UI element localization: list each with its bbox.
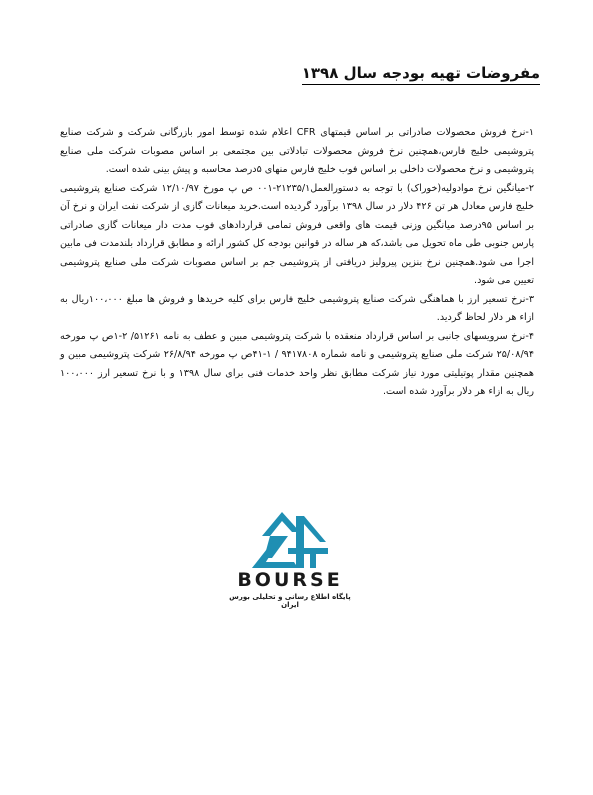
bourse-logo (222, 508, 358, 608)
page-title: مفروضات تهیه بودجه سال ۱۳۹۸ (302, 64, 540, 85)
paragraph-2: ۲-میانگین نرخ موادولیه(خوراک) با توجه به دستورالعمل۲۱۲۳۵/۱-۰۰۱ ص پ مورخ ۱۲/۱۰/۹۷ شرکت صنایع پتروشیمی خلیج فارس معادل هر تن ۴۲۶ دلار در سال ۱۳۹۸ برآورد گردیده است.خرید میعانات گازی از شرکت نفت ایران و نرخ آن بر اساس ۹۵درصد میانگین وزنی قیمت های واقعی فروش تمامی قراردادهای فوب مدت دار میعانات گازی صادراتی پارس جنوبی طی ماه تحویل می باشد،که هر ساله در قوانین بودجه کل کشور ارائه و مطابق قرارداد بلندمدت فی مابین اجرا می شود.همچنین نرخ بنزین پیرولیز دریافتی از پتروشیمی جم بر اساس مصوبات شرکت ملی صنایع پتروشیمی تعیین می شود. (60, 182, 534, 286)
paragraph-1: ۱-نرخ فروش محصولات صادراتی بر اساس قیمتهای CFR اعلام شده توسط امور بازرگانی شرکت و شرکت صنایع پتروشیمی خلیج فارس،همچنین نرخ فروش محصولات تبادلاتی بین مجتمعی بر اساس مصوبات شرکت ملی صنایع پتروشیمی و نرخ محصولات داخلی بر اساس فوب خلیج فارس منهای ۵درصد محاسبه و پیش بینی شده است. (60, 127, 534, 175)
logo-subtitle: پایگاه اطلاع رسانی و تحلیلی بورس ایران (229, 593, 351, 609)
paragraph-3: ۳-نرخ تسعیر ارز با هماهنگی شرکت صنایع پتروشیمی خلیج فارس برای کلیه خریدها و فروش ها مبلغ ۱۰۰،۰۰۰ریال به ازاء هر دلار لحاظ گردید. (60, 293, 535, 323)
document-body (60, 124, 534, 402)
logo-wordmark: BOURSE (237, 569, 343, 591)
bourse-24-logo-icon (222, 508, 358, 572)
paragraph-4: ۴-نرخ سرویسهای جانبی بر اساس قرارداد منعقده با شرکت پتروشیمی مبین و عطف به نامه ۵۱۲۶۱/ ۲-۱ص پ مورخه ۲۵/۰۸/۹۴ شرکت ملی صنایع پتروشیمی و نامه شماره ۹۴۱۷۸۰۸ / ۱-۴۱ص پ مورخه ۲۶/۸/۹۴ شرکت پتروشیمی مبین و همچنین مقدار پوتیلیتی مورد نیاز شرکت مطابق نظر واحد خدمات فنی برای سال ۱۳۹۸ و با نرخ تسعیر ارز ۱۰۰،۰۰۰ ریال به ازاء هر دلار برآورد شده است. (60, 330, 534, 397)
